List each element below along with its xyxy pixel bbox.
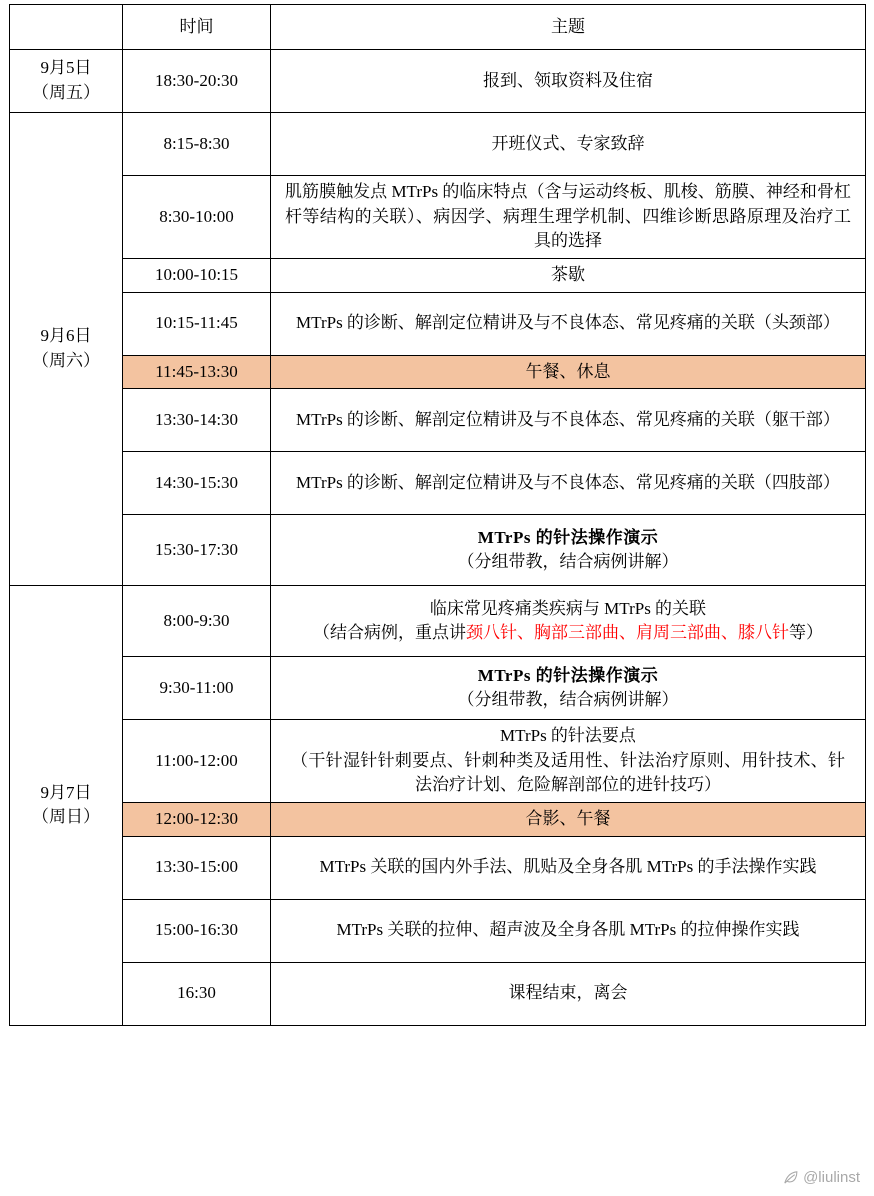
- table-row-break: [10, 355, 866, 389]
- topic-cell: MTrPs 关联的拉伸、超声波及全身各肌 MTrPs 的拉伸操作实践: [271, 899, 866, 962]
- day-label-line2: （周六）: [32, 351, 100, 371]
- topic-line-2-suffix: 等）: [789, 623, 823, 643]
- topic-cell: 合影、午餐: [271, 803, 866, 837]
- time-cell: 13:30-14:30: [123, 389, 271, 452]
- time-cell: 12:00-12:30: [123, 803, 271, 837]
- table-row: [10, 50, 866, 113]
- day-cell-sep5: [10, 50, 123, 113]
- header-time: 时间: [123, 5, 271, 50]
- topic-line-1: 临床常见疼痛类疾病与 MTrPs 的关联: [429, 598, 707, 618]
- time-cell: 9:30-11:00: [123, 657, 271, 720]
- time-cell: 10:15-11:45: [123, 292, 271, 355]
- table-row: [10, 586, 866, 657]
- header-topic: 主题: [271, 5, 866, 50]
- day-label-line1: 9月6日: [40, 326, 92, 346]
- watermark-text: @liulinst: [803, 1169, 860, 1186]
- table-row-break: [10, 803, 866, 837]
- time-cell: 15:30-17:30: [123, 515, 271, 586]
- time-cell: 15:00-16:30: [123, 899, 271, 962]
- topic-line-1: MTrPs 的针法操作演示: [477, 527, 659, 547]
- topic-cell: 茶歇: [271, 258, 866, 292]
- topic-cell: [271, 586, 866, 657]
- table-row: [10, 292, 866, 355]
- topic-cell: MTrPs 关联的国内外手法、肌贴及全身各肌 MTrPs 的手法操作实践: [271, 836, 866, 899]
- time-cell: 10:00-10:15: [123, 258, 271, 292]
- topic-cell: [271, 515, 866, 586]
- table-row: [10, 657, 866, 720]
- time-cell: 16:30: [123, 962, 271, 1025]
- day-label-line2: （周日）: [32, 807, 100, 827]
- topic-cell: 课程结束，离会: [271, 962, 866, 1025]
- topic-line-1: MTrPs 的针法操作演示: [477, 665, 659, 685]
- topic-cell: 报到、领取资料及住宿: [271, 50, 866, 113]
- topic-cell: 午餐、休息: [271, 355, 866, 389]
- table-row: [10, 452, 866, 515]
- watermark: [782, 1169, 860, 1186]
- day-label-line1: 9月7日: [40, 782, 92, 802]
- table-row: [10, 720, 866, 803]
- topic-line-2-highlight: 颈八针、胸部三部曲、肩周三部曲、膝八针: [466, 623, 789, 643]
- day-cell-sep6: [10, 113, 123, 586]
- topic-cell: [271, 720, 866, 803]
- time-cell: 8:00-9:30: [123, 586, 271, 657]
- time-cell: 13:30-15:00: [123, 836, 271, 899]
- table-row: [10, 258, 866, 292]
- topic-line-2: （干针湿针针刺要点、针刺种类及适用性、针法治疗原则、用针技术、针法治疗计划、危险解剖部位的进针技巧）: [291, 750, 845, 795]
- schedule-table: [9, 4, 866, 1026]
- table-row: [10, 389, 866, 452]
- topic-cell: MTrPs 的诊断、解剖定位精讲及与不良体态、常见疼痛的关联（四肢部）: [271, 452, 866, 515]
- topic-line-1: MTrPs 的针法要点: [500, 726, 636, 746]
- header-day: [10, 5, 123, 50]
- topic-cell: 开班仪式、专家致辞: [271, 113, 866, 176]
- day-label-line2: （周五）: [32, 83, 100, 102]
- table-row: [10, 113, 866, 176]
- schedule-document: [0, 4, 874, 1196]
- table-row: [10, 515, 866, 586]
- table-row: [10, 899, 866, 962]
- day-label-line1: 9月5日: [40, 58, 92, 78]
- topic-line-2: [277, 621, 859, 646]
- table-row: [10, 176, 866, 259]
- day-cell-sep7: [10, 586, 123, 1026]
- topic-cell: 肌筋膜触发点 MTrPs 的临床特点（含与运动终板、肌梭、筋膜、神经和骨杠杆等结构的关联）、病因学、病理生理学机制、四维诊断思路原理及治疗工具的选择: [271, 176, 866, 259]
- time-cell: 14:30-15:30: [123, 452, 271, 515]
- time-cell: 11:45-13:30: [123, 355, 271, 389]
- time-cell: 8:30-10:00: [123, 176, 271, 259]
- time-cell: 8:15-8:30: [123, 113, 271, 176]
- table-header-row: [10, 5, 866, 50]
- topic-cell: MTrPs 的诊断、解剖定位精讲及与不良体态、常见疼痛的关联（躯干部）: [271, 389, 866, 452]
- leaf-icon: [782, 1169, 799, 1186]
- topic-line-2: （分组带教，结合病例讲解）: [457, 552, 679, 572]
- topic-cell: [271, 657, 866, 720]
- topic-line-2-prefix: （结合病例，重点讲: [313, 623, 466, 643]
- topic-line-2: （分组带教，结合病例讲解）: [457, 690, 679, 710]
- time-cell: 11:00-12:00: [123, 720, 271, 803]
- topic-cell: MTrPs 的诊断、解剖定位精讲及与不良体态、常见疼痛的关联（头颈部）: [271, 292, 866, 355]
- time-cell: 18:30-20:30: [123, 50, 271, 113]
- table-row: [10, 962, 866, 1025]
- table-row: [10, 836, 866, 899]
